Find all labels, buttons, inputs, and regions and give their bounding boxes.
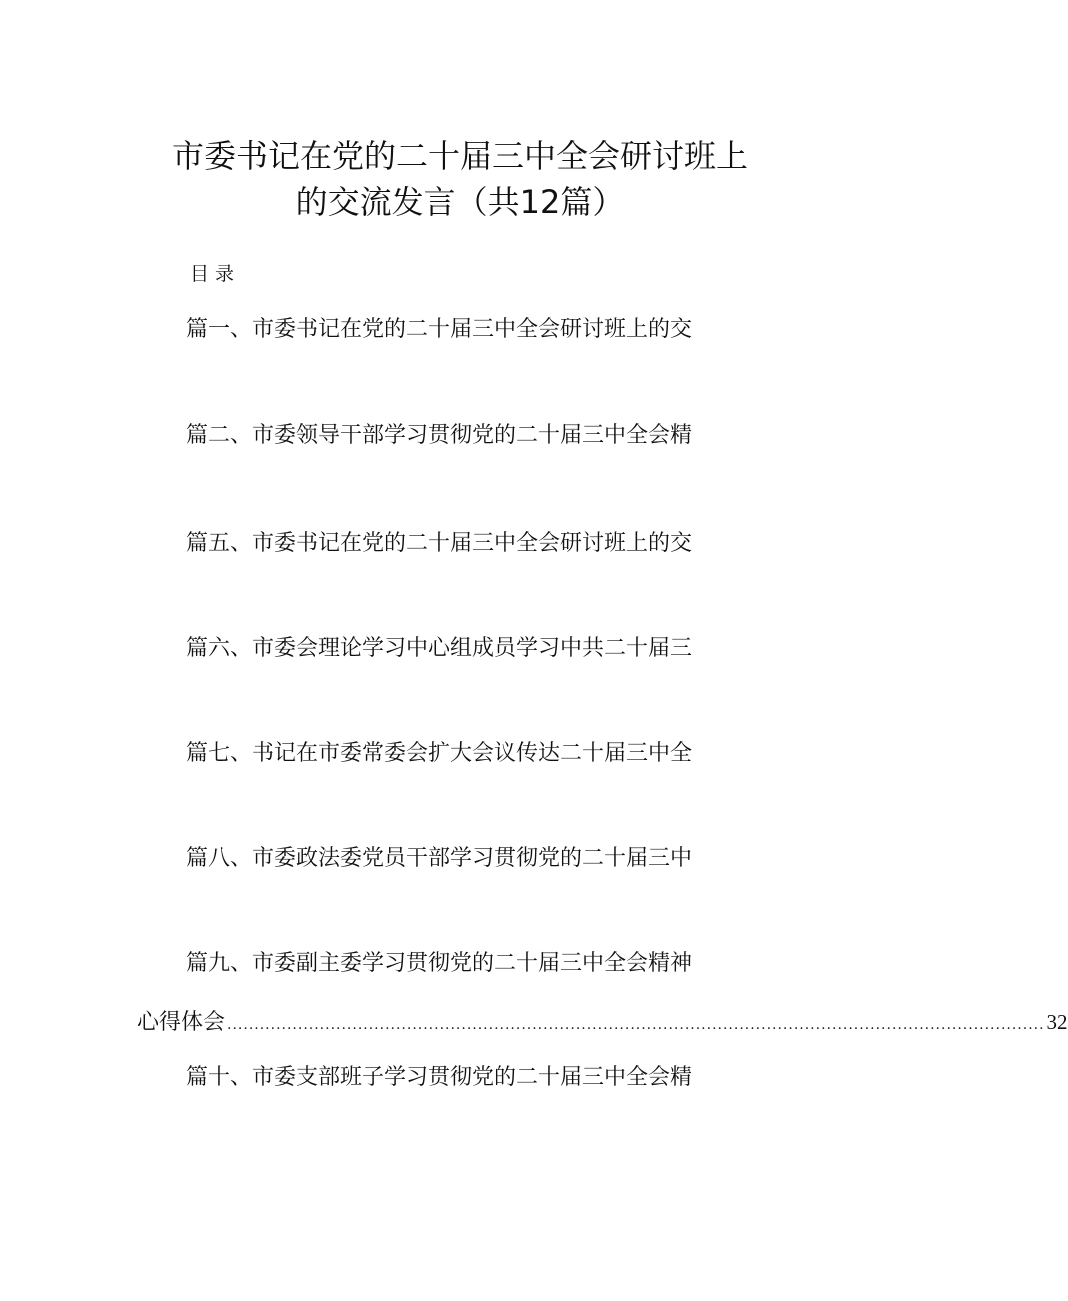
toc-item-7[interactable]: 篇七、书记在市委常委会扩大会议传达二十届三中全: [186, 741, 693, 766]
toc-item-9[interactable]: 篇九、市委副主委学习贯彻党的二十届三中全会精神: [186, 951, 693, 976]
toc-item-8[interactable]: 篇八、市委政法委党员干部学习贯彻党的二十届三中: [186, 846, 693, 871]
document-title-line-2: 的交流发言（共12篇）: [295, 183, 625, 221]
toc-item-9-continuation[interactable]: [137, 1008, 1068, 1036]
toc-label: 目录: [190, 263, 241, 285]
toc-item-2[interactable]: 篇二、市委领导干部学习贯彻党的二十届三中全会精: [186, 423, 693, 448]
document-title-line-1: 市委书记在党的二十届三中全会研讨班上: [171, 137, 748, 175]
toc-dot-leader: ......................................................................................................................................................: [227, 1017, 1045, 1033]
toc-item-6[interactable]: 篇六、市委会理论学习中心组成员学习中共二十届三: [186, 636, 693, 661]
toc-page-number: 32: [1046, 1010, 1068, 1034]
toc-continuation-text: 心得体会: [137, 1010, 226, 1035]
toc-item-10[interactable]: 篇十、市委支部班子学习贯彻党的二十届三中全会精: [186, 1065, 693, 1090]
toc-item-1[interactable]: 篇一、市委书记在党的二十届三中全会研讨班上的交: [186, 317, 693, 342]
toc-item-5[interactable]: 篇五、市委书记在党的二十届三中全会研讨班上的交: [186, 531, 693, 556]
